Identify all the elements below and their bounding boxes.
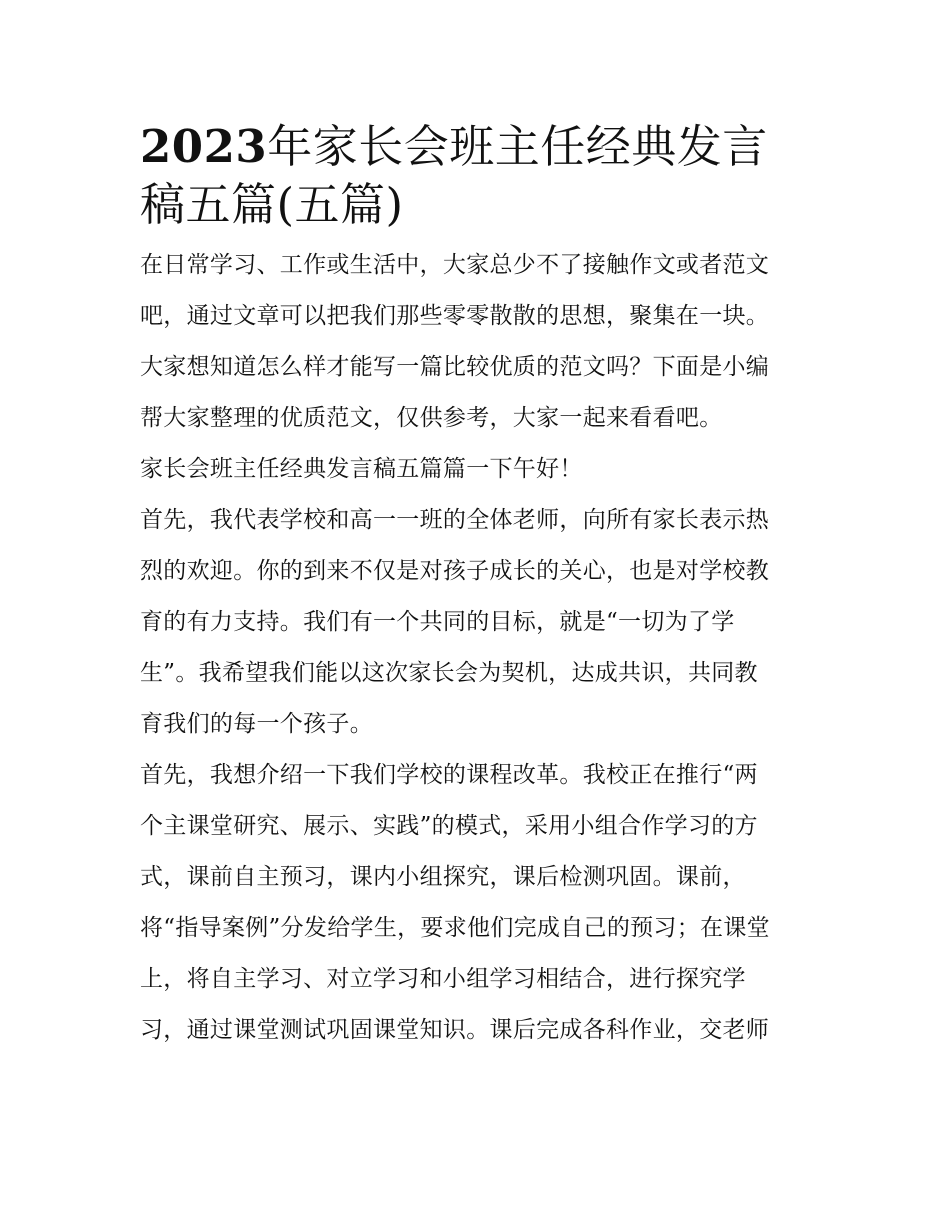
text-line: 个主课堂研究、展示、实践”的模式，采用小组合作学习的方: [140, 813, 758, 839]
intro-paragraph: [140, 240, 816, 444]
text-line: 将“指导案例”分发给学生，要求他们完成自己的预习；在课堂: [140, 915, 770, 941]
text-line: 习，通过课堂测试巩固课堂知识。课后完成各科作业，交老师: [140, 1017, 770, 1043]
text-line: 吧，通过文章可以把我们那些零零散散的思想，聚集在一块。: [140, 303, 770, 329]
text-line: 大家想知道怎么样才能写一篇比较优质的范文吗？下面是小编: [140, 354, 770, 380]
welcome-paragraph: [140, 495, 816, 750]
text-line: 生”。我希望我们能以这次家长会为契机，达成共识，共同教: [140, 660, 758, 686]
text-line: 家长会班主任经典发言稿五篇篇一下午好！: [140, 456, 583, 482]
title-line-1-text: 年家长会班主任经典发言: [267, 120, 768, 173]
curriculum-paragraph: [140, 750, 816, 1056]
text-line: 育我们的每一个孩子。: [140, 711, 373, 737]
text-line: 帮大家整理的优质范文，仅供参考，大家一起来看看吧。: [140, 405, 723, 431]
document-body: [140, 240, 816, 1056]
text-line: 在日常学习、工作或生活中，大家总少不了接触作文或者范文: [140, 252, 770, 278]
title-line-2: 稿五篇(五篇): [140, 178, 404, 231]
text-line: 首先，我代表学校和高一一班的全体老师，向所有家长表示热: [140, 507, 770, 533]
text-line: 式，课前自主预习，课内小组探究，课后检测巩固。课前，: [140, 864, 746, 890]
text-line: 育的有力支持。我们有一个共同的目标，就是“一切为了学: [140, 609, 735, 635]
document-title: [140, 118, 816, 234]
text-line: 首先，我想介绍一下我们学校的课程改革。我校正在推行“两: [140, 762, 758, 788]
document-page: [140, 118, 816, 1056]
title-year: 2023: [140, 120, 268, 173]
section-heading-paragraph: [140, 444, 816, 495]
text-line: 烈的欢迎。你的到来不仅是对孩子成长的关心，也是对学校教: [140, 558, 770, 584]
text-line: 上，将自主学习、对立学习和小组学习相结合，进行探究学: [140, 966, 746, 992]
title-line-1: [140, 118, 816, 176]
